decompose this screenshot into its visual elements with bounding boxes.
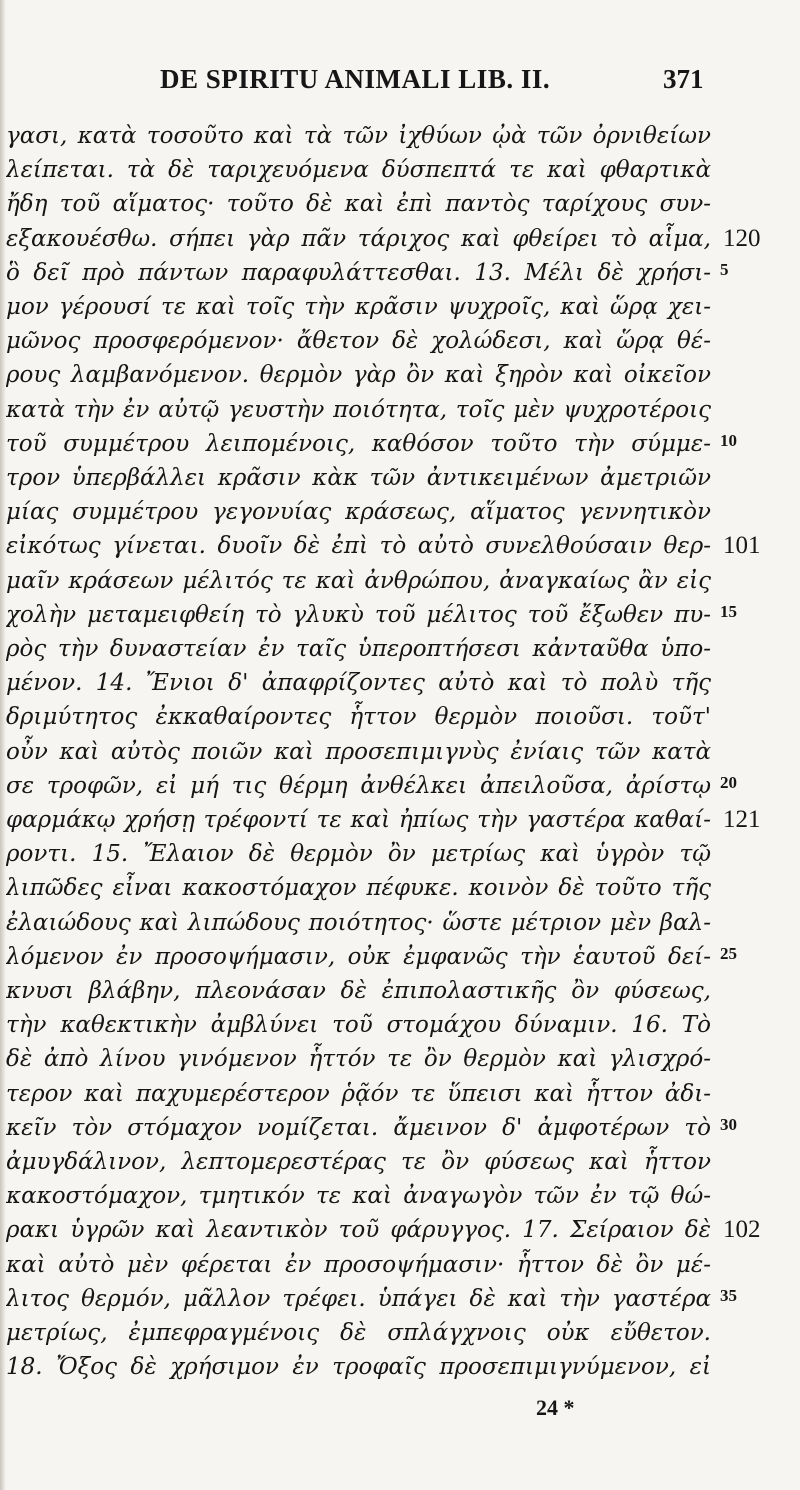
line-text: ἤδη τοῦ αἵματος· τοῦτο δὲ καὶ ἐπὶ παντὸς ταρίχους συν-: [6, 191, 711, 218]
margin-reference-number: 102: [723, 1216, 761, 1244]
line-text: τερον καὶ παχυμερέστερον ῥᾷόν τε ὕπεισι καὶ ἧττον ἀδι-: [6, 1080, 711, 1107]
text-line: [0, 596, 800, 634]
page-header: [0, 60, 800, 96]
line-text: κατὰ τὴν ἐν αὐτῷ γευστὴν ποιότητα, τοῖς μὲν ψυχροτέροις: [6, 396, 711, 423]
line-text: δὲ ἀπὸ λίνου γινόμενον ἧττόν τε ὂν θερμὸν καὶ γλισχρό-: [6, 1046, 711, 1073]
line-text: μαῖν κράσεων μέλιτός τε καὶ ἀνθρώπου, ἀναγκαίως ἂν εἰς: [6, 567, 711, 594]
text-line: [0, 1143, 800, 1181]
line-text: ρακι ὑγρῶν καὶ λεαντικὸν τοῦ φάρυγγος. 17. Σείραιον δὲ: [6, 1217, 711, 1244]
text-line: [0, 664, 800, 702]
text-line: [0, 1109, 800, 1147]
line-text: τὴν καθεκτικὴν ἀμβλύνει τοῦ στομάχου δύναμιν. 16. Τὸ: [6, 1012, 711, 1039]
line-text: μον γέρουσί τε καὶ τοῖς τὴν κρᾶσιν ψυχροῖς, καὶ ὥρᾳ χει-: [6, 294, 711, 320]
text-line: [0, 938, 800, 976]
line-text: μετρίως, ἐμπεφραγμένοις δὲ σπλάγχνοις οὐκ εὔθετον.: [6, 1320, 711, 1346]
text-line: [0, 356, 800, 394]
printer-signature: 24 *: [536, 1395, 575, 1420]
line-text: μίας συμμέτρου γεγονυίας κράσεως, αἵματος γεννητικὸν: [6, 499, 711, 526]
line-text: φαρμάκῳ χρήσῃ τρέφοντί τε καὶ ἠπίως τὴν γαστέρα καθαί-: [6, 807, 711, 833]
line-text: κεῖν τὸν στόμαχον νομίζεται. ἄμεινον δ' ἀμφοτέρων τὸ: [6, 1114, 711, 1141]
line-text: κακοστόμαχον, τμητικόν τε καὶ ἀναγωγὸν τῶν ἐν τῷ θώ-: [6, 1183, 711, 1210]
line-number: 20: [720, 772, 737, 792]
line-text: λείπεται. τὰ δὲ ταριχευόμενα δύσπεπτά τε καὶ φθαρτικὰ: [6, 157, 711, 184]
text-line: [0, 1314, 800, 1352]
margin-reference-number: 121: [723, 806, 761, 833]
line-text: οὖν καὶ αὐτὸς ποιῶν καὶ προσεπιμιγνὺς ἐνίαις τῶν κατὰ: [6, 738, 711, 765]
line-text: 18. Ὄξος δὲ χρήσιμον ἐν τροφαῖς προσεπιμιγνύμενον, εἰ: [6, 1354, 711, 1381]
line-number: 35: [720, 1285, 737, 1305]
text-line: [0, 801, 800, 839]
text-line: [0, 151, 800, 189]
text-line: [0, 288, 800, 326]
line-number: 30: [720, 1114, 737, 1134]
text-line: [0, 733, 800, 771]
text-line: [0, 391, 800, 429]
text-line: [0, 220, 800, 258]
text-line: [0, 904, 800, 942]
text-line: [0, 425, 800, 463]
line-text: ὃ δεῖ πρὸ πάντων παραφυλάττεσθαι. 13. Μέλι δὲ χρήσι-: [6, 259, 711, 286]
text-line: [0, 1280, 800, 1318]
text-line: [0, 1246, 800, 1284]
text-line: [0, 1040, 800, 1078]
line-text: εἰκότως γίνεται. δυοῖν δὲ ἐπὶ τὸ αὐτὸ συνελθούσαιν θερ-: [6, 533, 711, 560]
text-line: [0, 527, 800, 565]
text-line: [0, 117, 800, 155]
line-text: ρὸς τὴν δυναστείαν ἐν ταῖς ὑπεροπτήσεσι κἀνταῦθα ὑπο-: [6, 636, 711, 662]
line-text: ἐλαιώδους καὶ λιπώδους ποιότητος· ὥστε μέτριον μὲν βαλ-: [6, 909, 711, 936]
text-line: [0, 972, 800, 1010]
text-line: [0, 698, 800, 736]
line-text: χολὴν μεταμειφθείη τὸ γλυκὺ τοῦ μέλιτος τοῦ ἔξωθεν πυ-: [6, 601, 711, 628]
line-text: δριμύτητος ἐκκαθαίροντες ἧττον θερμὸν ποιοῦσι. τοῦτ': [6, 704, 711, 731]
line-text: λιτος θερμόν, μᾶλλον τρέφει. ὑπάγει δὲ καὶ τὴν γαστέρα: [6, 1285, 711, 1312]
text-line: [0, 767, 800, 805]
line-text: σε τροφῶν, εἰ μή τις θέρμη ἀνθέλκει ἀπειλοῦσα, ἀρίστῳ: [6, 772, 711, 799]
line-text: εξακουέσθω. σήπει γὰρ πᾶν τάριχος καὶ φθείρει τὸ αἷμα,: [6, 225, 711, 252]
line-text: ρους λαμβανόμενον. θερμὸν γὰρ ὂν καὶ ξηρὸν καὶ οἰκεῖον: [6, 362, 711, 389]
line-text: καὶ αὐτὸ μὲν φέρεται ἐν προσοψήμασιν· ἧττον δὲ ὂν μέ-: [6, 1251, 711, 1278]
line-text: μῶνος προσφερόμενον· ἄθετον δὲ χολώδεσι, καὶ ὥρᾳ θέ-: [6, 328, 711, 355]
margin-reference-number: 101: [723, 532, 761, 560]
line-number: 15: [720, 601, 737, 621]
page-number: 371: [663, 64, 704, 94]
line-text: τρον ὑπερβάλλει κρᾶσιν κὰκ τῶν ἀντικειμένων ἀμετριῶν: [6, 465, 711, 491]
line-text: μένον. 14. Ἔνιοι δ' ἀπαφρίζοντες αὐτὸ καὶ τὸ πολὺ τῆς: [6, 670, 711, 697]
text-line: [0, 322, 800, 360]
text-line: [0, 835, 800, 873]
line-text: ἀμυγδάλινον, λεπτομερεστέρας τε ὂν φύσεως καὶ ἧττον: [6, 1149, 711, 1175]
text-line: [0, 869, 800, 907]
text-line: [0, 562, 800, 600]
line-number: 25: [720, 943, 737, 963]
text-line: [0, 1006, 800, 1044]
text-line: [0, 185, 800, 223]
line-text: κνυσι βλάβην, πλεονάσαν δὲ ἐπιπολαστικῆς ὂν φύσεως,: [6, 978, 711, 1004]
line-number: 10: [720, 430, 737, 450]
text-line: [0, 630, 800, 668]
text-line: [0, 254, 800, 292]
text-line: [0, 459, 800, 497]
line-text: γασι, κατὰ τοσοῦτο καὶ τὰ τῶν ἰχθύων ᾠὰ τῶν ὀρνιθείων: [6, 123, 711, 149]
running-title: DE SPIRITU ANIMALI LIB. II.: [160, 64, 551, 94]
text-line: [0, 1075, 800, 1113]
line-text: λόμενον ἐν προσοψήμασιν, οὐκ ἐμφανῶς τὴν ἑαυτοῦ δεί-: [6, 943, 711, 970]
margin-reference-number: 120: [723, 224, 761, 252]
text-line: [0, 493, 800, 531]
text-line: [0, 1211, 800, 1249]
text-line: [0, 1177, 800, 1215]
line-text: τοῦ συμμέτρου λειπομένοις, καθόσον τοῦτο τὴν σύμμε-: [6, 430, 711, 457]
line-text: λιπῶδες εἶναι κακοστόμαχον πέφυκε. κοινὸν δὲ τοῦτο τῆς: [6, 875, 711, 902]
line-number: 5: [720, 259, 729, 279]
text-line: [0, 1348, 800, 1386]
line-text: ροντι. 15. Ἔλαιον δὲ θερμὸν ὂν μετρίως καὶ ὑγρὸν τῷ: [6, 841, 711, 868]
